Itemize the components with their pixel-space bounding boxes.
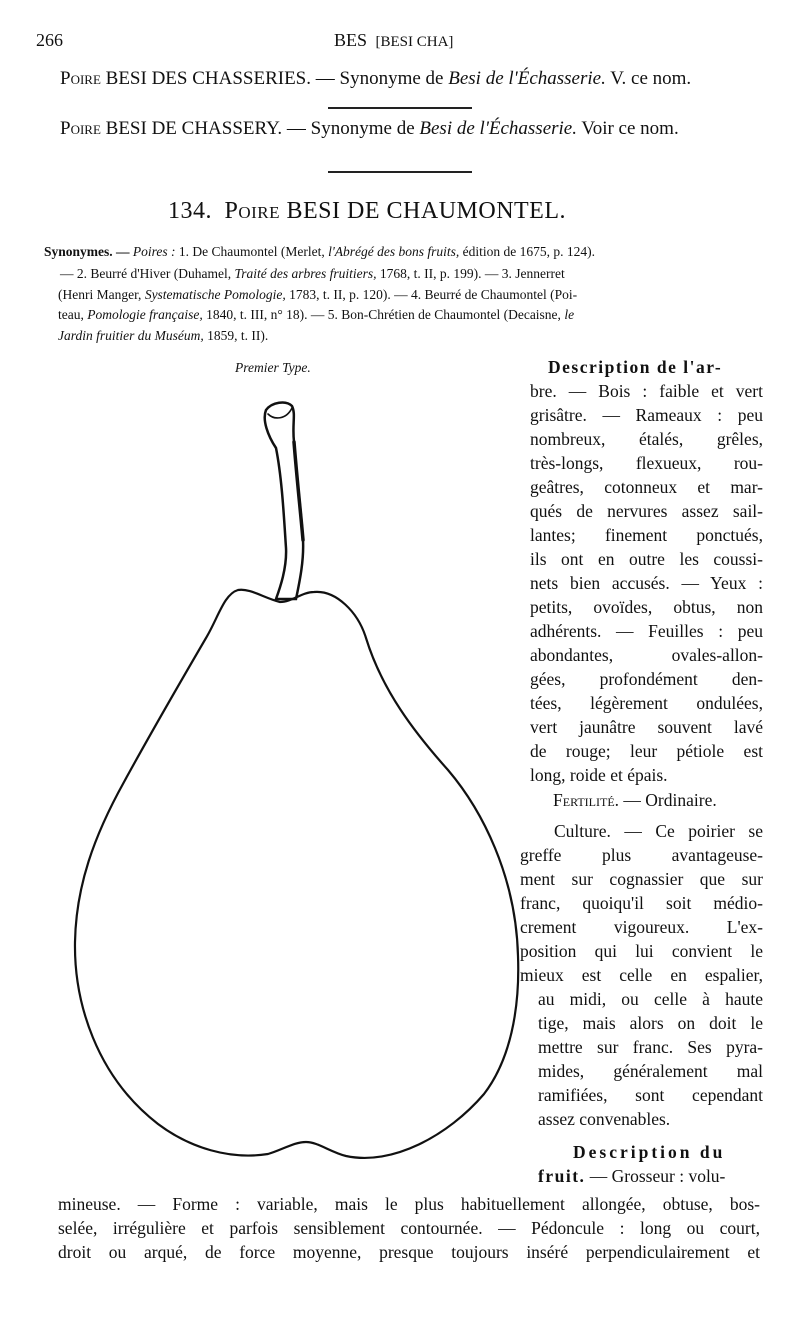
text-line: assez convenables. xyxy=(538,1109,671,1129)
synonyms-text: 1859, t. II). xyxy=(203,328,269,343)
pear-illustration xyxy=(60,390,520,1190)
entry-prefix: Poire xyxy=(60,118,101,139)
synonyms-text: 1783, t. II, p. 120). — 4. Beurré de Chaumontel (Poi- xyxy=(285,287,578,302)
fertility xyxy=(553,790,717,811)
article-name: BESI DE CHAUMONTEL. xyxy=(286,198,567,224)
entry-tail: Voir ce nom. xyxy=(581,118,679,139)
text-line: franc, quoiqu'il soit médio- xyxy=(520,893,763,913)
synonyms-line xyxy=(44,244,595,260)
divider xyxy=(328,107,472,109)
fruit-description-body xyxy=(58,1192,760,1264)
text-line: adhérents. — Feuilles : peu xyxy=(530,621,763,641)
fruit-heading-word: fruit. xyxy=(538,1166,586,1186)
entry-name: BESI DES CHASSERIES. xyxy=(105,68,312,89)
synonyms-text: 1768, t. II, p. 199). — 3. Jennerret xyxy=(376,266,565,281)
synonyms-text: teau, xyxy=(58,307,88,322)
text-line: nets bien accusés. — Yeux : xyxy=(530,573,763,593)
fruit-heading-rest: — Grosseur : volu- xyxy=(585,1166,726,1186)
tree-description xyxy=(530,355,763,787)
entry-besi-des-chasseries xyxy=(60,68,691,90)
running-head-bracket: [BESI CHA] xyxy=(375,34,454,50)
text-line: mieux est celle en espalier, xyxy=(520,965,763,985)
entry-ref: Besi de l'Échasserie. xyxy=(419,118,577,139)
text-line: droit ou arqué, de force moyenne, presque toujours inséré perpendiculairement et xyxy=(58,1242,760,1262)
article-prefix: Poire xyxy=(224,198,281,224)
text-line: position qui lui convient le xyxy=(520,941,763,961)
synonyms-line xyxy=(58,307,574,323)
entry-name: BESI DE CHASSERY. xyxy=(105,118,283,139)
synonyms-italic: Pomologie française, xyxy=(87,307,203,322)
heading-text: Description de l'ar- xyxy=(548,357,723,377)
synonyms-text: 1840, t. III, n° 18). — 5. Bon-Chrétien de Chaumontel (Decaisne, xyxy=(202,307,565,322)
synonyms-line xyxy=(58,328,268,344)
entry-dash: — Synonyme de xyxy=(315,68,444,89)
culture xyxy=(520,819,763,1131)
text-line: petits, ovoïdes, obtus, non xyxy=(530,597,763,617)
text-line: nombreux, étalés, grêles, xyxy=(530,429,763,449)
synonyms-line xyxy=(60,266,565,282)
pear-stem xyxy=(265,403,303,599)
divider xyxy=(328,171,472,173)
fertility-label: Fertilité. xyxy=(553,790,620,810)
article-title xyxy=(168,198,566,225)
synonyms-text: 1. De Chaumontel (Merlet, xyxy=(178,244,329,259)
text-line: lantes; finement ponctués, xyxy=(530,525,763,545)
running-head xyxy=(334,30,453,51)
text-line: mineuse. — Forme : variable, mais le plus habituellement allongée, obtuse, bos- xyxy=(58,1194,760,1214)
synonyms-italic: Jardin fruitier du Muséum, xyxy=(58,328,204,343)
pear-body xyxy=(75,590,518,1158)
text-line: grisâtre. — Rameaux : peu xyxy=(530,405,763,425)
entry-tail: V. ce nom. xyxy=(610,68,692,89)
synonyms-label: Synonymes. — xyxy=(44,244,133,259)
text-line: de rouge; leur pétiole est xyxy=(530,741,763,761)
text-line: tées, légèrement ondulées, xyxy=(530,693,763,713)
text-line: au midi, ou celle à haute xyxy=(538,989,763,1009)
text-line: abondantes, ovales-allon- xyxy=(530,645,763,665)
text-line: long, roide et épais. xyxy=(530,765,668,785)
entry-ref: Besi de l'Échasserie. xyxy=(448,68,606,89)
text-line: vert jaunâtre souvent lavé xyxy=(530,717,763,737)
fruit-description-heading: Description du xyxy=(573,1142,726,1162)
fertility-text: — Ordinaire. xyxy=(623,790,717,810)
synonyms-text: édition de 1675, p. 124). xyxy=(459,244,595,259)
text-line: qués de nervures assez sail- xyxy=(530,501,763,521)
text-line: ment sur cognassier que sur xyxy=(520,869,763,889)
entry-besi-de-chassery xyxy=(60,118,679,140)
text-line: ils ont en outre les coussi- xyxy=(530,549,763,569)
entry-dash: — Synonyme de xyxy=(286,118,415,139)
synonyms-italic: Poires : xyxy=(132,244,179,259)
synonyms-italic: Traité des arbres fruitiers, xyxy=(234,266,377,281)
figure-caption: Premier Type. xyxy=(235,360,311,375)
text-line: mides, généralement mal xyxy=(538,1061,763,1081)
text-line: crement vigoureux. L'ex- xyxy=(520,917,763,937)
page-number: 266 xyxy=(36,30,63,50)
synonyms-text: (Henri Manger, xyxy=(58,287,145,302)
synonyms-italic: le xyxy=(564,307,575,322)
text-line: très-longs, flexueux, rou- xyxy=(530,453,763,473)
synonyms-italic: Systematische Pomologie, xyxy=(144,287,286,302)
text-line: tige, mais alors on doit le xyxy=(538,1013,763,1033)
text-line: mettre sur franc. Ses pyra- xyxy=(538,1037,763,1057)
text-line: geâtres, cotonneux et mar- xyxy=(530,477,763,497)
synonyms-line xyxy=(58,287,577,303)
entry-prefix: Poire xyxy=(60,68,101,89)
text-line: selée, irrégulière et parfois sensiblement contournée. — Pédoncule : long ou court, xyxy=(58,1218,760,1238)
running-head-main: BES xyxy=(334,30,368,50)
text-line: ramifiées, sont cependant xyxy=(538,1085,763,1105)
text-line: Culture. — Ce poirier se xyxy=(554,821,763,841)
tree-description-heading xyxy=(530,355,763,379)
synonyms-italic: l'Abrégé des bons fruits, xyxy=(328,244,460,259)
text-line: gées, profondément den- xyxy=(530,669,763,689)
text-line: greffe plus avantageuse- xyxy=(520,845,763,865)
text-line: bre. — Bois : faible et vert xyxy=(530,381,763,401)
article-number: 134. xyxy=(168,198,212,224)
synonyms-text: — 2. Beurré d'Hiver (Duhamel, xyxy=(60,266,235,281)
fruit-description-line xyxy=(538,1166,725,1187)
